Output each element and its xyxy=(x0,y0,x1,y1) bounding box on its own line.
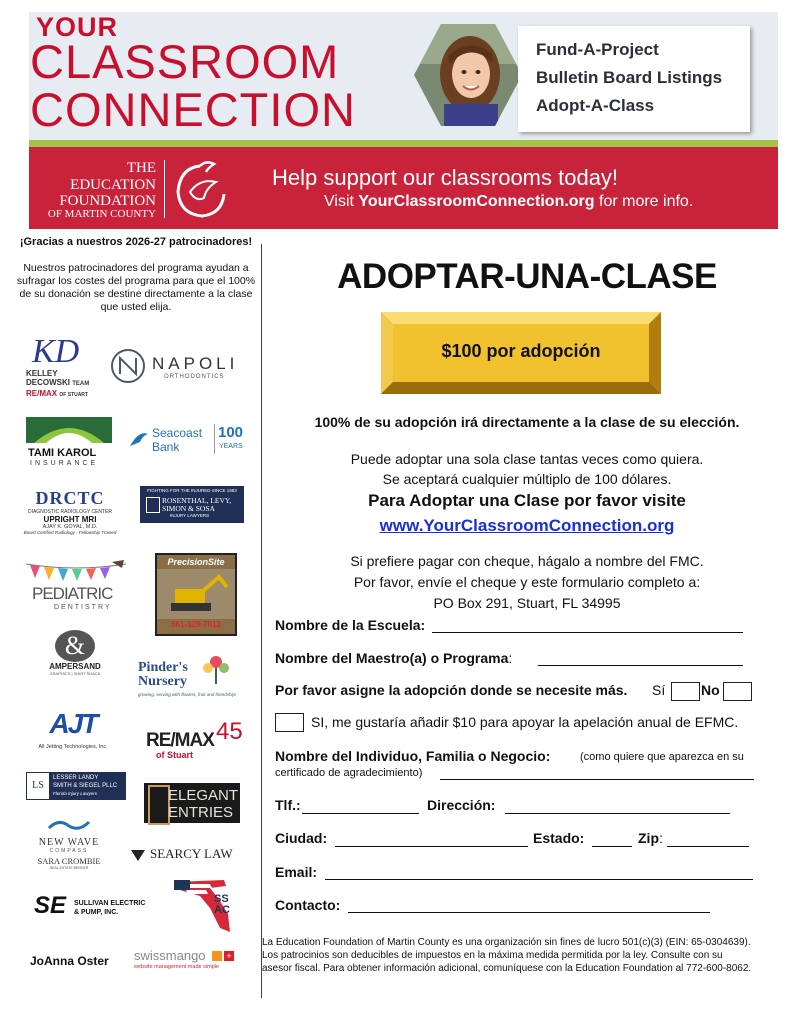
check-info-line-2: Por favor, envíe el cheque y este formulario completo a: xyxy=(353,574,701,590)
state-field[interactable] xyxy=(592,846,632,847)
sponsor-logo-precisionsite: PrecisionSite 561-329-7012 xyxy=(155,553,237,636)
school-name-label: Nombre de la Escuela: xyxy=(275,617,426,633)
school-name-field[interactable] xyxy=(432,632,743,633)
visit-text: Visit YourClassroomConnection.org for more info. xyxy=(324,193,694,210)
donate-label: SI, me gustaría añadir $10 para apoyar la apelación anual de EFMC. xyxy=(311,714,739,730)
state-label: Estado: xyxy=(533,830,585,846)
check-info-line-1: Si prefiere pagar con cheque, hágalo a nombre del FMC. xyxy=(350,553,704,569)
program-item: Bulletin Board Listings xyxy=(536,68,723,87)
yes-checkbox[interactable] xyxy=(671,682,700,701)
green-stripe xyxy=(29,140,778,147)
sponsor-logo-kelley-decowski: KD KELLEY DECOWSKI TEAM RE/MAX OF STUART xyxy=(26,333,90,398)
teacher-name-field[interactable] xyxy=(538,665,743,666)
sponsor-logo-swissmango: swissmango + website management made simple xyxy=(134,948,244,974)
sponsor-logo-sullivan-electric: SE SULLIVAN ELECTRIC & PUMP, INC. xyxy=(34,892,146,919)
excavator-graphic xyxy=(157,569,235,619)
email-field[interactable] xyxy=(325,879,753,880)
sponsors-thanks: ¡Gracias a nuestros 2026-27 patrocinadores! xyxy=(19,236,253,248)
student-photo xyxy=(414,24,522,126)
sponsor-logo-ajt: AJT All Jetting Technologies, Inc. xyxy=(38,708,108,750)
zip-field[interactable] xyxy=(667,846,749,847)
no-checkbox[interactable] xyxy=(723,682,752,701)
city-label: Ciudad: xyxy=(275,830,328,846)
sponsor-logo-tami-karol: TAMI KAROL INSURANCE xyxy=(26,417,114,469)
edu-logo-foundation: FOUNDATION xyxy=(59,193,156,209)
help-support-text: Help support our classrooms today! xyxy=(272,165,619,190)
sponsor-logo-remax-45: RE/MAX 45 of Stuart xyxy=(146,718,243,760)
assign-label: Por favor asigne la adopción donde se necesite más. xyxy=(275,682,628,698)
mailing-address: PO Box 291, Stuart, FL 34995 xyxy=(433,595,621,611)
footer-disclaimer: La Education Foundation of Martin County es una organización sin fines de lucro 501(c)(3) (EIN: 65-0304639). Los patrocinios son deducibles de impuestos en la máxima medida permitida por la ley. Consulte con su asesor fiscal. Para obtener información adicional, comuníquese con la Education Foundation al 772-600-8062. xyxy=(262,937,752,974)
donate-checkbox[interactable] xyxy=(275,713,304,732)
individual-note-cont: certificado de agradecimiento) xyxy=(275,767,423,779)
sponsor-logo-pediatric-dentistry: PEDIATRIC DENTISTRY xyxy=(26,560,128,618)
visit-instruction: Para Adoptar una Clase por favor visite xyxy=(368,491,686,510)
city-field[interactable] xyxy=(335,846,528,847)
sponsor-logo-new-wave: NEW WAVE COMPASS SARA CROMBIE REAL ESTATE BROKER xyxy=(30,818,108,876)
address-field[interactable] xyxy=(505,813,730,814)
sponsor-logo-rosenthal: FIGHTING FOR THE INJURED SINCE 1983 ROSENTHAL, LEVY, SIMON & SOSA INJURY LAWYERS xyxy=(140,486,244,523)
teacher-name-label: Nombre del Maestro(a) o Programa: xyxy=(275,650,513,666)
sponsor-logo-ampersand: & AMPERSAND GRAPHICS | SHIRT SHACK xyxy=(49,631,101,676)
pelican-icon xyxy=(170,158,230,220)
pennant-banner-graphic xyxy=(26,560,128,582)
phone-field[interactable] xyxy=(302,813,419,814)
flower-icon xyxy=(198,650,234,686)
individual-note: (como quiere que aparezca en su xyxy=(580,751,744,763)
brand-classroom: CLASSROOM xyxy=(30,35,340,88)
brand-your: YOUR xyxy=(36,12,119,42)
yes-label: Sí xyxy=(652,682,666,698)
sponsor-logo-joanna-oster: JoAnna Oster xyxy=(30,954,109,968)
sidebar-divider xyxy=(261,244,262,998)
individual-name-label: Nombre del Individuo, Familia o Negocio: xyxy=(275,748,551,764)
contact-label: Contacto: xyxy=(275,897,341,913)
kd-initials: KD xyxy=(32,333,80,370)
program-item: Fund-A-Project xyxy=(536,40,659,59)
sponsor-logo-napoli: NAPOLI ORTHODONTICS xyxy=(110,348,250,388)
logo-divider xyxy=(164,160,165,218)
zip-label: Zip: xyxy=(638,830,663,846)
sponsor-logo-searcy-law: SEARCY LAW xyxy=(130,846,242,866)
searcy-shield-icon xyxy=(130,848,146,862)
edu-logo-county: OF MARTIN COUNTY xyxy=(47,208,156,220)
contact-field[interactable] xyxy=(348,912,710,913)
edu-logo-the: THE xyxy=(126,160,156,176)
email-label: Email: xyxy=(275,864,318,880)
wave-icon xyxy=(47,818,91,832)
page-title: ADOPTAR-UNA-CLASE xyxy=(337,257,717,296)
sponsors-description: Nuestros patrocinadores del programa ayudan a sufragar los costes del programa para que el 100% de su donación se destine directamente a la clase que usted elija. xyxy=(16,262,256,313)
no-label: No xyxy=(701,682,720,698)
visit-url[interactable]: YourClassroomConnection.org xyxy=(358,193,595,210)
sponsor-logo-ssac: SS AC xyxy=(170,878,240,934)
program-item: Adopt-A-Class xyxy=(536,96,655,115)
hundred-percent-text: 100% de su adopción irá directamente a la clase de su elección. xyxy=(314,414,740,430)
adopt-info-line-2: Se aceptará cualquier múltiplo de 100 dólares. xyxy=(382,471,672,487)
website-link[interactable]: www.YourClassroomConnection.org xyxy=(379,516,675,535)
napoli-circle-icon xyxy=(110,348,146,384)
price-label: $100 por adopción xyxy=(441,341,601,361)
brand-connection: CONNECTION xyxy=(30,83,356,136)
sponsor-logo-pinders-nursery: Pinder's Nursery growing, serving with flowers, fruit and friendship! xyxy=(134,650,238,702)
address-label: Dirección: xyxy=(427,797,496,813)
tami-karol-graphic xyxy=(26,417,112,443)
edu-logo-education: EDUCATION xyxy=(70,177,156,193)
adopt-info-line-1: Puede adoptar una sola clase tantas veces como quiera. xyxy=(350,451,704,467)
sponsor-logo-seacoast-bank: Seacoast Bank 100 YEARS xyxy=(128,424,250,456)
sponsor-logo-lesser-landy: LS LESSER LANDY SMITH & SIEGEL PLLC Florida Injury Lawyers xyxy=(26,772,126,800)
individual-name-field[interactable] xyxy=(440,779,754,780)
seacoast-wave-icon xyxy=(128,428,150,450)
sponsor-logo-drctc: DRCTC DIAGNOSTIC RADIOLOGY CENTER UPRIGHT MRI AJAY K. GOYAL, M.D. Board Certified Radiology - Fellowship Trained xyxy=(23,488,117,535)
sponsor-logo-elegant-entries: ELEGANT ENTRIES xyxy=(144,783,240,823)
phone-label: Tlf.: xyxy=(275,797,301,813)
